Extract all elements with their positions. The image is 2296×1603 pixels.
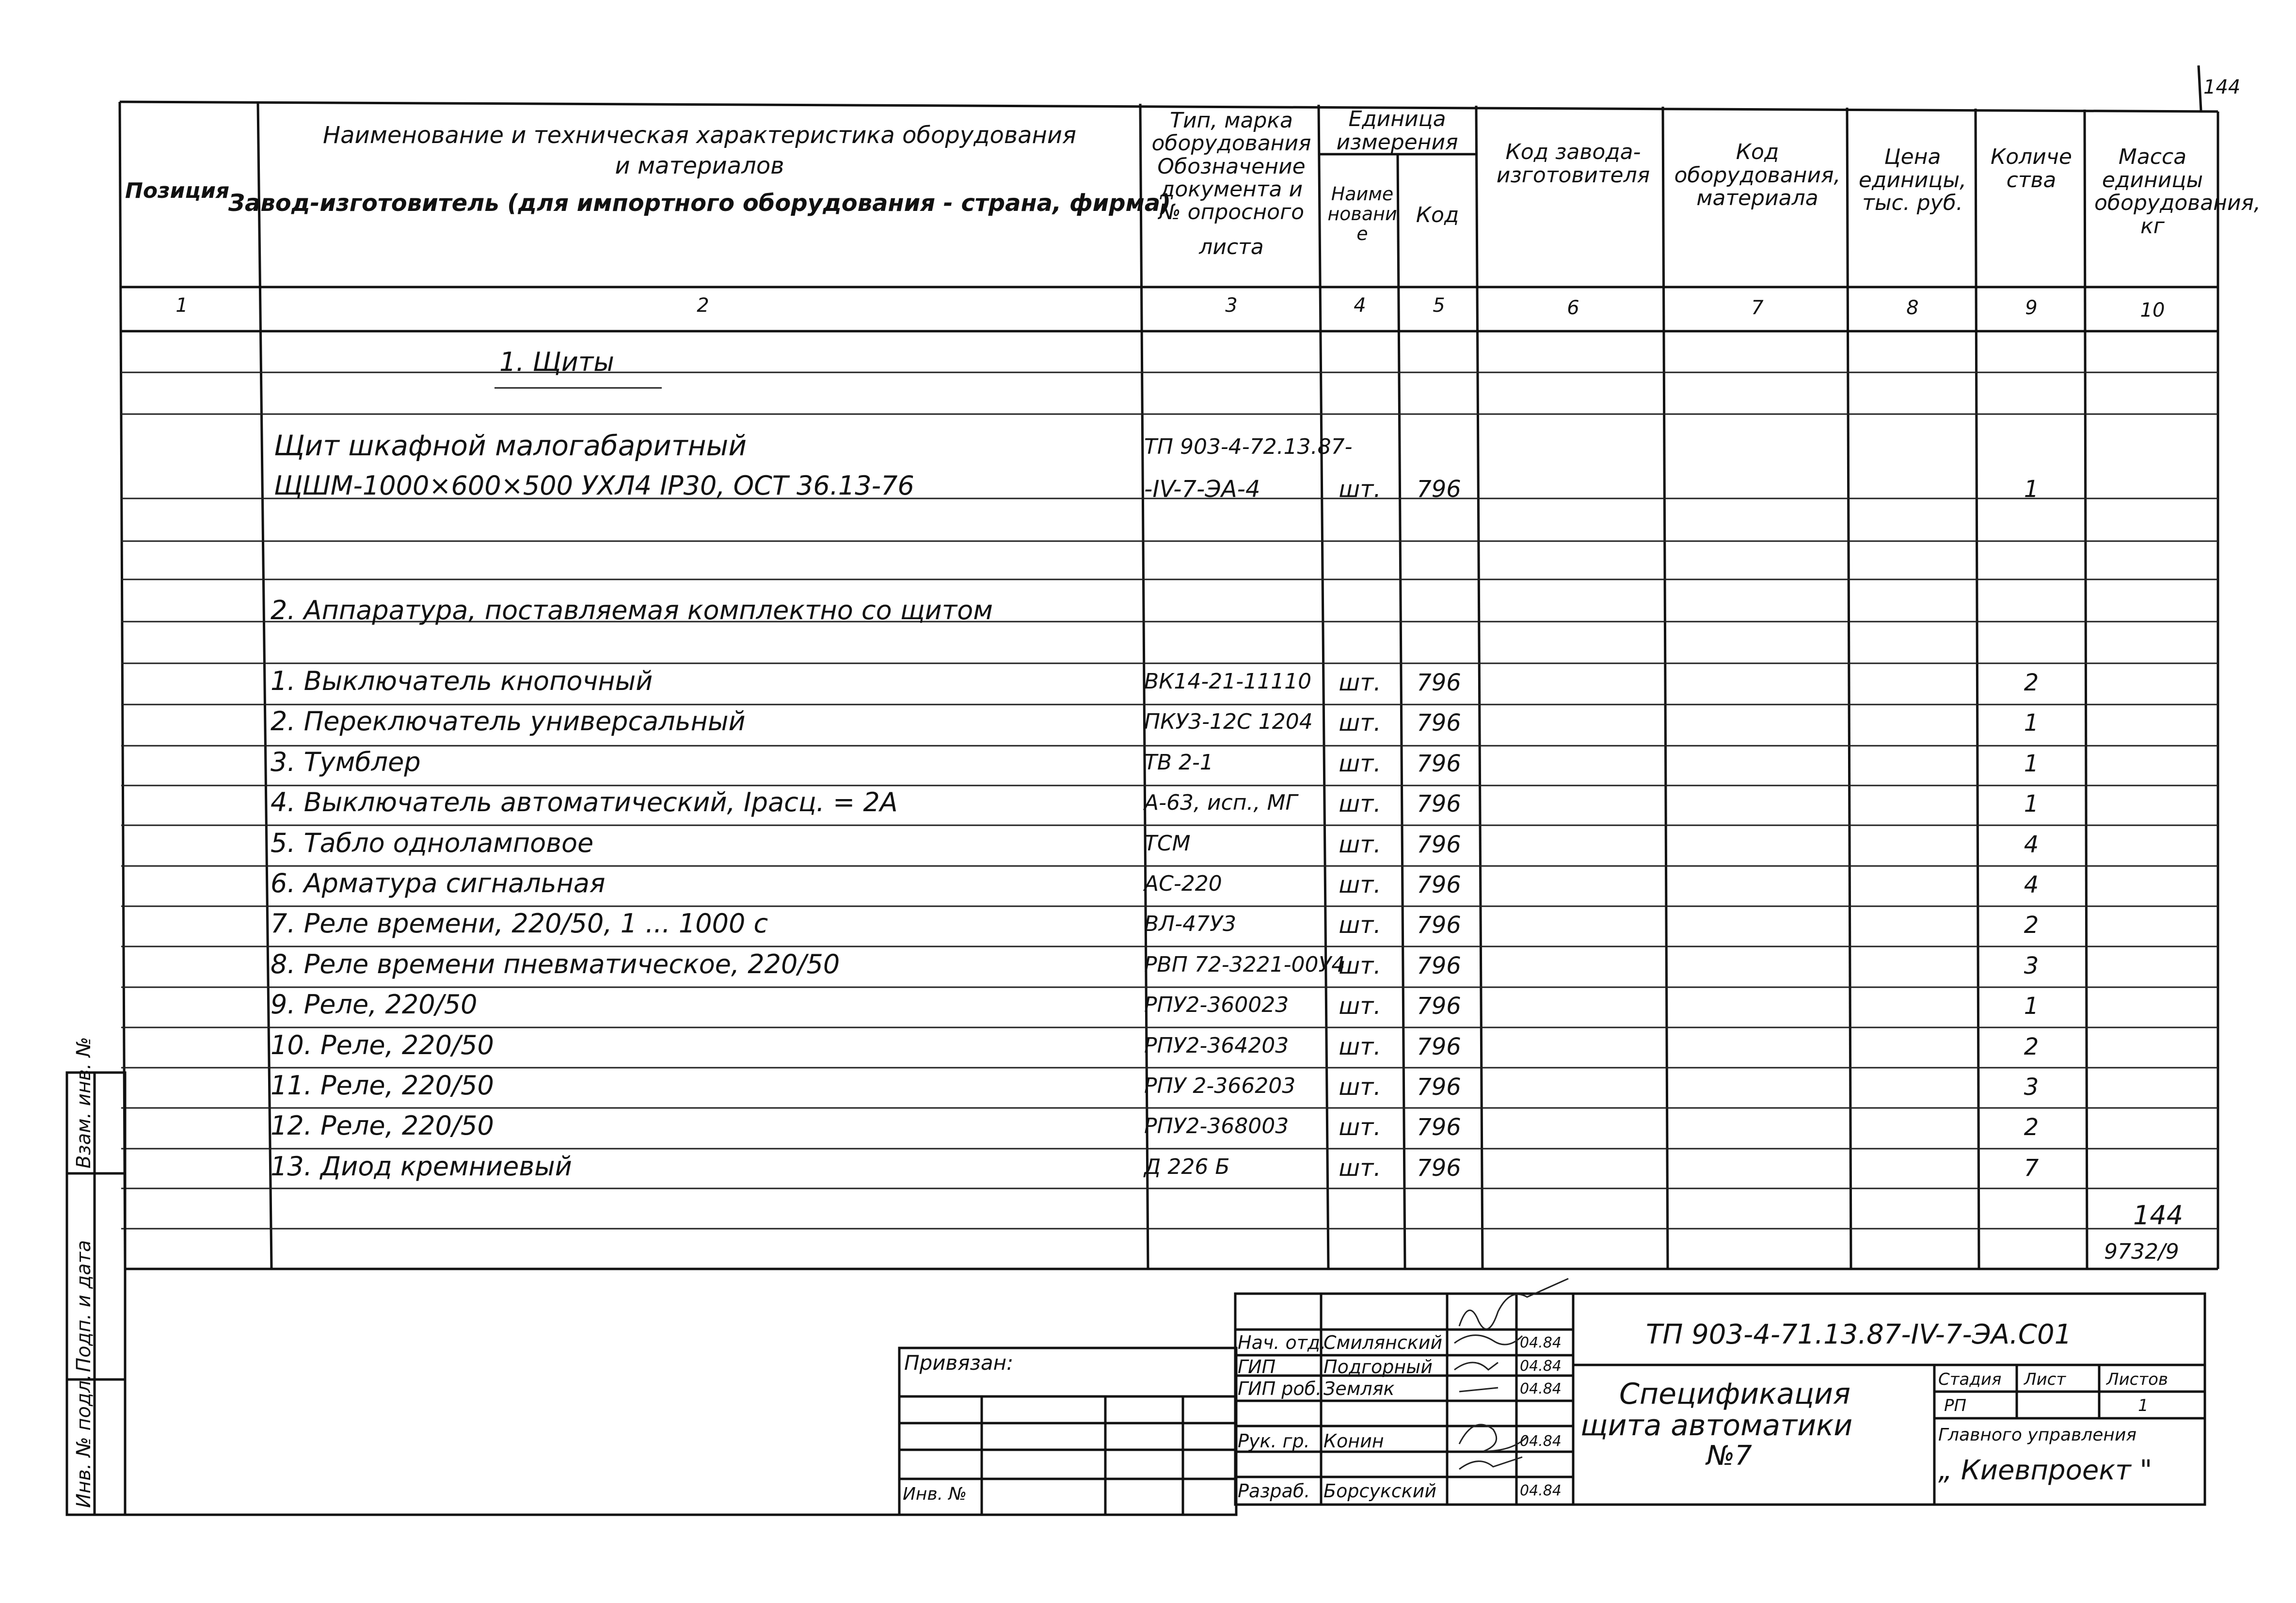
stamp-role-1: Нач. отд.: [1238, 1332, 1326, 1353]
panel-line2-qty: 1: [2024, 476, 2039, 503]
item-9-type: РПУ2-360023: [1144, 993, 1289, 1018]
stamp-name-5: Борсукский: [1323, 1480, 1437, 1502]
item-6-unit: шт.: [1339, 871, 1381, 898]
item-12-type: РПУ2-368003: [1144, 1114, 1289, 1139]
col-num-6: 6: [1567, 297, 1579, 319]
item-12-unit: шт.: [1339, 1114, 1381, 1141]
item-2-unit: шт.: [1339, 709, 1381, 737]
item-4-code: 796: [1417, 790, 1461, 818]
section-1-title: 1. Щиты: [499, 347, 614, 377]
item-10-type: РПУ2-364203: [1144, 1033, 1289, 1058]
item-9-unit: шт.: [1339, 993, 1381, 1020]
col-num-1: 1: [175, 294, 188, 317]
stamp-date-5: 04.84: [1520, 1482, 1562, 1499]
header-name-line3: Завод-изготовитель (для импортного оборудования - страна, фирма): [228, 190, 1171, 217]
stamp-role-2: ГИП: [1238, 1356, 1276, 1378]
header-unit-code: Код: [1416, 203, 1459, 227]
item-7-unit: шт.: [1339, 912, 1381, 939]
item-4-unit: шт.: [1339, 790, 1381, 818]
item-5-unit: шт.: [1339, 831, 1381, 858]
header-type-line2: оборудования: [1151, 131, 1311, 156]
col-num-9: 9: [2025, 297, 2038, 319]
item-13-type: Д 226 Б: [1144, 1154, 1230, 1179]
item-7-qty: 2: [2024, 912, 2039, 939]
stamp-name-4: Конин: [1323, 1430, 1384, 1452]
header-quantity: Количества: [1991, 144, 2072, 192]
stamp-title-line1: Спецификация: [1619, 1377, 1851, 1411]
stamp-sheets-label: Листов: [2106, 1370, 2168, 1389]
stamp-privyazan: Привязан:: [904, 1351, 1014, 1375]
stamp-name-2: Подгорный: [1323, 1356, 1433, 1378]
stamp-date-1: 04.84: [1520, 1334, 1562, 1351]
col-num-3: 3: [1225, 294, 1238, 317]
item-11-code: 796: [1417, 1074, 1461, 1101]
item-3-code: 796: [1417, 750, 1461, 777]
header-factory-code: Код завода-изготовителя: [1496, 140, 1650, 188]
side-label-podp-data: Подп. и дата: [73, 1240, 95, 1372]
header-type-line4: документа и: [1160, 177, 1303, 202]
header-material-code: Код оборудования, материала: [1674, 140, 1841, 211]
stamp-date-3: 04.84: [1520, 1380, 1562, 1397]
item-13-code: 796: [1417, 1154, 1461, 1182]
header-position: Позиция: [125, 178, 230, 203]
stamp-role-4: Рук. гр.: [1238, 1430, 1310, 1452]
stamp-date-2: 04.84: [1520, 1358, 1562, 1375]
item-1-code: 796: [1417, 669, 1461, 696]
header-name-line2: и материалов: [615, 152, 784, 179]
item-11-unit: шт.: [1339, 1074, 1381, 1101]
item-13-name: 13. Диод кремниевый: [271, 1151, 572, 1182]
item-9-code: 796: [1417, 993, 1461, 1020]
panel-line2-unit: шт.: [1339, 476, 1381, 503]
stamp-inv-no: Инв. №: [903, 1484, 967, 1504]
col-num-5: 5: [1433, 294, 1445, 317]
col-num-10: 10: [2140, 299, 2165, 321]
col-num-2: 2: [697, 294, 709, 317]
header-unit-name: Наименование: [1327, 183, 1397, 245]
header-name-line1: Наименование и техническая характеристика оборудования: [323, 122, 1076, 149]
item-11-qty: 3: [2024, 1074, 2039, 1101]
stamp-sheets-value: 1: [2138, 1396, 2149, 1415]
side-label-vzam-inv: Взам. инв. №: [73, 1037, 95, 1169]
stamp-sheet-label: Лист: [2024, 1370, 2066, 1389]
item-5-name: 5. Табло одноламповое: [271, 827, 594, 858]
item-7-code: 796: [1417, 912, 1461, 939]
col-num-4: 4: [1354, 294, 1366, 317]
item-3-unit: шт.: [1339, 750, 1381, 777]
item-3-qty: 1: [2024, 750, 2039, 777]
item-4-qty: 1: [2024, 790, 2039, 818]
item-2-name: 2. Переключатель универсальный: [271, 706, 746, 737]
item-12-name: 12. Реле, 220/50: [271, 1110, 494, 1141]
stamp-stage-label: Стадия: [1938, 1370, 2002, 1389]
item-4-type: А-63, исп., МГ: [1144, 790, 1297, 816]
header-type-line5: № опросного: [1158, 200, 1305, 224]
panel-line2: ЩШМ-1000×600×500 УХЛ4 IP30, ОСТ 36.13-76: [274, 470, 914, 501]
footer-right-mark: 144: [2133, 1200, 2184, 1231]
col-num-7: 7: [1751, 297, 1764, 319]
stamp-name-3: Земляк: [1323, 1378, 1395, 1399]
stamp-stage-value: РП: [1944, 1396, 1967, 1415]
item-1-qty: 2: [2024, 669, 2039, 696]
item-2-qty: 1: [2024, 709, 2039, 737]
stamp-role-5: Разраб.: [1238, 1480, 1310, 1502]
item-13-unit: шт.: [1339, 1154, 1381, 1182]
header-type-line6: листа: [1199, 235, 1264, 259]
item-13-qty: 7: [2024, 1154, 2039, 1182]
item-8-name: 8. Реле времени пневматическое, 220/50: [271, 948, 840, 979]
item-2-type: ПКУ3-12С 1204: [1144, 709, 1313, 735]
item-5-type: ТСМ: [1144, 831, 1191, 856]
item-10-name: 10. Реле, 220/50: [271, 1029, 494, 1060]
stamp-date-4: 04.84: [1520, 1433, 1562, 1450]
item-6-qty: 4: [2024, 871, 2039, 898]
header-type-line3: Обозначение: [1157, 154, 1306, 179]
item-10-code: 796: [1417, 1033, 1461, 1060]
item-6-type: АС-220: [1144, 871, 1222, 896]
panel-line1: Щит шкафной малогабаритный: [274, 429, 747, 462]
item-9-qty: 1: [2024, 993, 2039, 1020]
item-7-type: ВЛ-47У3: [1144, 912, 1236, 937]
panel-line2-type: -IV-7-ЭА-4: [1144, 476, 1260, 503]
header-price: Цена единицы, тыс. руб.: [1858, 144, 1967, 216]
panel-line1-type: ТП 903-4-72.13.87-: [1144, 434, 1353, 459]
item-5-code: 796: [1417, 831, 1461, 858]
item-3-name: 3. Тумблер: [271, 746, 421, 777]
header-unit-group: Единица измерения: [1336, 107, 1458, 155]
item-1-type: ВК14-21-11110: [1144, 669, 1312, 694]
item-12-qty: 2: [2024, 1114, 2039, 1141]
header-type-line1: Тип, марка: [1170, 108, 1293, 133]
item-6-code: 796: [1417, 871, 1461, 898]
item-7-name: 7. Реле времени, 220/50, 1 ... 1000 с: [271, 908, 768, 939]
item-10-unit: шт.: [1339, 1033, 1381, 1060]
stamp-role-3: ГИП роб.: [1238, 1378, 1322, 1399]
item-1-unit: шт.: [1339, 669, 1381, 696]
item-9-name: 9. Реле, 220/50: [271, 989, 478, 1020]
item-4-name: 4. Выключатель автоматический, Iрасц. = 2А: [271, 787, 898, 818]
item-8-qty: 3: [2024, 952, 2039, 979]
stamp-title-line3: №7: [1706, 1440, 1752, 1472]
footer-right-code: 9732/9: [2104, 1239, 2179, 1264]
item-6-name: 6. Арматура сигнальная: [271, 868, 606, 898]
stamp-name-1: Смилянский: [1323, 1332, 1443, 1353]
col-num-8: 8: [1906, 297, 1919, 319]
panel-line2-code: 796: [1417, 476, 1461, 503]
item-3-type: ТВ 2-1: [1144, 750, 1213, 775]
item-10-qty: 2: [2024, 1033, 2039, 1060]
section-2-title: 2. Аппаратура, поставляемая комплектно со щитом: [271, 595, 993, 625]
stamp-org-line2: „ Киевпроект ": [1938, 1455, 2152, 1486]
stamp-title-line2: щита автоматики: [1580, 1409, 1853, 1443]
item-11-type: РПУ 2-366203: [1144, 1074, 1296, 1098]
stamp-org-line1: Главного управления: [1938, 1425, 2137, 1445]
sheet-mark: 144: [2203, 76, 2241, 98]
item-2-code: 796: [1417, 709, 1461, 737]
item-12-code: 796: [1417, 1114, 1461, 1141]
item-5-qty: 4: [2024, 831, 2039, 858]
header-mass: Масса единицы оборудования, кг: [2094, 144, 2261, 239]
item-8-code: 796: [1417, 952, 1461, 979]
item-11-name: 11. Реле, 220/50: [271, 1070, 494, 1101]
side-label-inv-podl: Инв. № подл.: [73, 1374, 95, 1508]
item-8-type: РВП 72-3221-00У4: [1144, 952, 1345, 977]
item-8-unit: шт.: [1339, 952, 1381, 979]
stamp-doc-code: ТП 903-4-71.13.87-IV-7-ЭА.С01: [1646, 1319, 2072, 1350]
item-1-name: 1. Выключатель кнопочный: [271, 666, 653, 696]
